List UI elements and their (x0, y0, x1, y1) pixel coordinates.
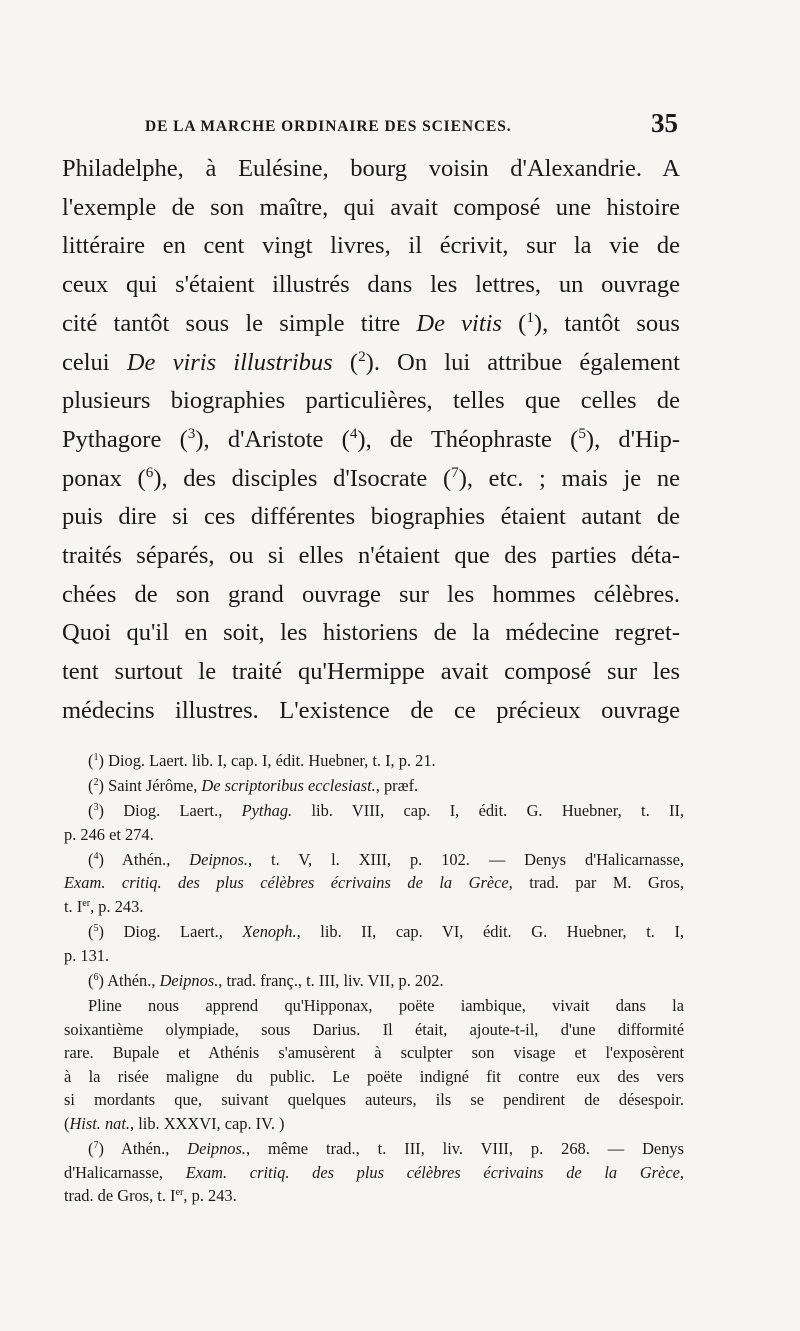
body-line: tent surtout le traité qu'Hermippe avait composé sur les (62, 658, 680, 686)
page-header (145, 108, 678, 144)
body-line: Pythagore ($^3$), d'Aristote ($^4$), de Théophraste ($^5$), d'Hip- (62, 424, 681, 453)
superscript: 1 (93, 751, 99, 763)
footnotes (64, 749, 684, 1209)
body-line: littéraire en cent vingt livres, il écrivit, sur la vie de (62, 232, 680, 260)
body-line: ponax ($^6$), des disciples d'Isocrate ($^7$), etc. ; mais je ne (62, 463, 680, 492)
body-line: Philadelphe, à Eulésine, bourg voisin d'Alexandrie. A (62, 155, 680, 182)
superscript: 5 (93, 923, 99, 935)
superscript: 2 (93, 777, 99, 788)
body-line: ceux qui s'étaient illustrés dans les lettres, un ouvrage (62, 271, 680, 299)
italic-text: De viris illustribus (126, 348, 333, 376)
italic-text: Deipnos. (189, 849, 248, 869)
superscript: 5 (578, 424, 586, 442)
body-line: cité tantôt sous le simple titre De vitis ($^1$), tantôt sous (62, 308, 680, 337)
superscript: 2 (358, 347, 366, 365)
footnote-line: ($^4$) Athén., Deipnos., t. V, l. XIII, p. 102. — Denys d'Halicarnasse, (88, 849, 684, 869)
body-line: Quoi qu'il en soit, les historiens de la médecine regret- (62, 619, 680, 647)
italic-text: Exam. critiq. des plus célèbres écrivains de la Grèce (185, 1162, 680, 1182)
footnote-line: à la risée maligne du public. Le poëte indigné fit contre eux des vers (64, 1066, 684, 1086)
body-text (62, 150, 680, 731)
italic-text: Deipnos. (159, 970, 219, 990)
body-line: celui De viris illustribus ($^2$). On lui attribue également (62, 347, 680, 376)
footnote-line: ($^6$) Athén., Deipnos., trad. franç., t. III, liv. VII, p. 202. (88, 970, 444, 990)
italic-text: Pythag. (241, 801, 293, 821)
italic-text: De scriptoribus ecclesiast. (201, 776, 376, 796)
footnote (64, 994, 684, 1136)
body-line: chées de son grand ouvrage sur les hommes célèbres. (62, 580, 680, 608)
page-number: 35 (651, 108, 678, 138)
superscript: 4 (349, 424, 358, 442)
body-line: plusieurs biographies particulières, telles que celles de (62, 387, 680, 415)
italic-text: Xenoph. (242, 922, 297, 942)
footnote-line: Exam. critiq. des plus célèbres écrivains de la Grèce, trad. par M. Gros, (64, 873, 684, 893)
superscript: 3 (187, 424, 196, 442)
footnote-line: p. 246 et 274. (64, 824, 154, 844)
body-line: médecins illustres. L'existence de ce précieux ouvrage (62, 696, 680, 724)
footnote (88, 774, 684, 798)
body-line: traités séparés, ou si elles n'étaient que des parties déta- (62, 542, 680, 570)
footnote-line: trad. de Gros, t. Ier, p. 243. (64, 1186, 237, 1206)
footnote-line: si mordants que, suivant quelques auteurs, ils se pendirent de désespoir. (64, 1090, 684, 1110)
superscript: 4 (93, 850, 99, 862)
footnote-line: (Hist. nat., lib. XXXVI, cap. IV. ) (64, 1113, 285, 1133)
footnote-line: ($^2$) Saint Jérôme, De scriptoribus ecclesiast., præf. (88, 776, 419, 796)
footnote (64, 848, 684, 919)
footnote-line: ($^1$) Diog. Laert. lib. I, cap. I, édit. Huebner, t. I, p. 21. (88, 751, 436, 770)
footnote-line: d'Halicarnasse, Exam. critiq. des plus célèbres écrivains de la Grèce, (64, 1162, 684, 1182)
superscript: 3 (93, 802, 99, 814)
footnote-line: rare. Bupale et Athénis s'amusèrent à sculpter son visage et l'exposèrent (64, 1043, 684, 1063)
footnote-line: p. 131. (64, 945, 110, 965)
superscript: 7 (451, 463, 459, 481)
superscript: er (82, 897, 91, 909)
body-line: puis dire si ces différentes biographies étaient autant de (62, 503, 680, 531)
footnote-line: t. Ier, p. 243. (64, 897, 144, 917)
running-head: DE LA MARCHE ORDINAIRE DES SCIENCES. (145, 118, 512, 135)
footnote-line: ($^5$) Diog. Laert., Xenoph., lib. II, cap. VI, édit. G. Huebner, t. I, (88, 922, 684, 942)
italic-text: Deipnos. (187, 1139, 246, 1158)
footnote (88, 749, 684, 773)
superscript: er (175, 1187, 184, 1199)
superscript: 6 (93, 971, 99, 983)
footnote (64, 799, 684, 846)
footnote-line: ($^7$) Athén., Deipnos., même trad., t. III, liv. VIII, p. 268. — Denys (88, 1139, 684, 1158)
superscript: 1 (526, 308, 534, 326)
footnote-line: Pline nous apprend qu'Hipponax, poëte iambique, vivait dans la (88, 995, 684, 1015)
superscript: 7 (93, 1139, 99, 1151)
footnote (64, 920, 684, 967)
footnote (64, 1137, 684, 1208)
superscript: 6 (145, 463, 154, 481)
footnote (88, 969, 684, 993)
italic-text: De vitis (416, 309, 502, 337)
italic-text: Hist. nat. (69, 1113, 131, 1133)
body-line: l'exemple de son maître, qui avait composé une histoire (62, 193, 680, 221)
footnote-line: soixantième olympiade, sous Darius. Il était, ajoute-t-il, d'une difformité (64, 1019, 684, 1039)
italic-text: Exam. critiq. des plus célèbres écrivains de la Grèce (64, 873, 509, 893)
footnote-line: ($^3$) Diog. Laert., Pythag. lib. VIII, cap. I, édit. G. Huebner, t. II, (88, 801, 684, 821)
